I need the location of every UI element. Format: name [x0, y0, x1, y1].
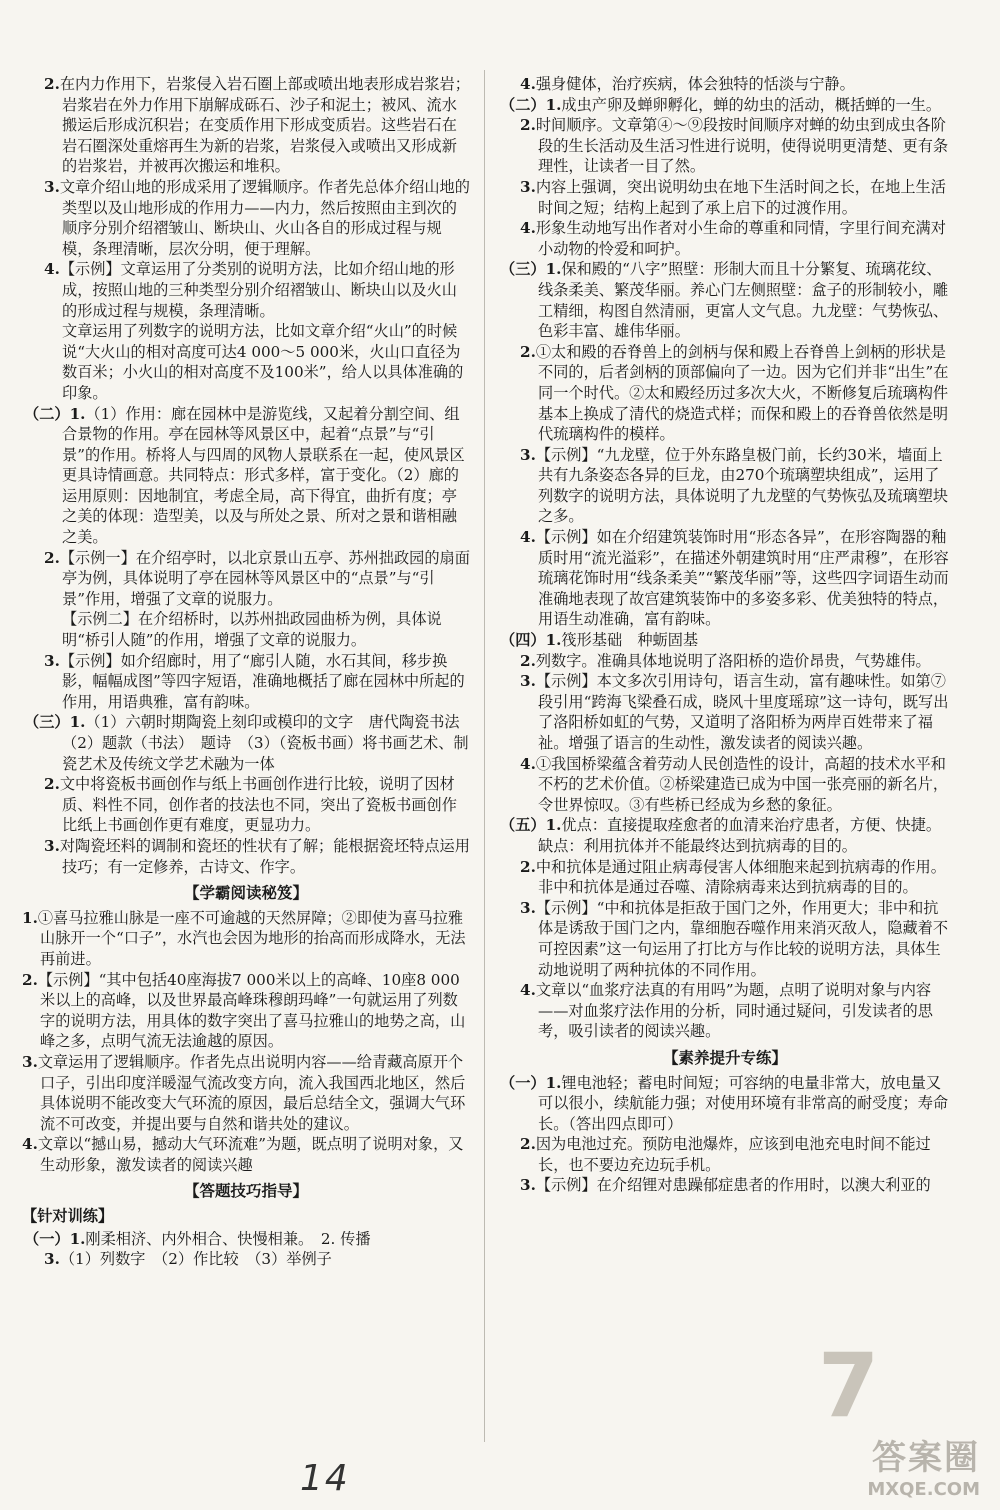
answer-text: 文章以“撼山易，撼动大气环流难”为题，既点明了说明对象，又生动形象，激发读者的阅读兴趣	[37, 1135, 464, 1174]
answer-item	[22, 1229, 470, 1250]
answer-text: 文章以“血浆疗法真的有用吗”为题，点明了说明对象与内容——对血浆疗法作用的分析，同时通过疑问，引发读者的思考，吸引读者的阅读兴趣。	[535, 981, 933, 1041]
watermark-logo: 答案圈	[872, 1438, 980, 1478]
answer-number: 3.	[520, 672, 536, 691]
answer-number: 3.	[520, 177, 536, 196]
answer-text: 内容上强调，突出说明幼虫在地下生活时间之长，在地上生活时间之短；结构上起到了承上启下的过渡作用。	[535, 177, 946, 217]
answer-number: 3.	[22, 1052, 38, 1071]
answer-item	[22, 836, 470, 877]
answer-text: 文章介绍山地的形成采用了逻辑顺序。作者先总体介绍山地的类型以及山地形成的作用力——内力，然后按照由主到次的顺序分别介绍褶皱山、断块山、火山各自的形成过程与规模，条理清晰，层次分明，便于理解。	[59, 177, 470, 258]
answer-text: 刚柔相济、内外相合、快慢相兼。 2. 传播	[85, 1229, 371, 1248]
column-divider	[484, 70, 485, 1442]
answer-item	[500, 95, 950, 116]
watermark	[867, 1430, 980, 1500]
answer-item	[500, 651, 950, 672]
answer-item	[500, 527, 950, 630]
answer-text: （1）列数字 （2）作比较 （3）举例子	[59, 1250, 332, 1269]
answer-number: 2.	[520, 857, 536, 876]
answer-number: 3.	[520, 1176, 536, 1195]
answer-item	[22, 404, 470, 548]
answer-text: ①我国桥梁蕴含着劳动人民创造性的设计，高超的技术水平和不朽的艺术价值。②桥梁建造已成为中国一张亮丽的新名片，令世界惊叹。③有些桥已经成为乡愁的象征。	[535, 754, 949, 814]
answer-number: 2.	[520, 1135, 536, 1154]
answer-item	[500, 218, 950, 259]
answer-text: ①太和殿的吞脊兽上的剑柄与保和殿上吞脊兽上剑柄的形状是不同的，后者剑柄的顶部偏向了一边。因为它们并非“出生”在同一个时代。②太和殿经历过多次大火，不断修复后琉璃构件基本上换成了清代的烧造式样；而保和殿上的吞脊兽依然是明代琉璃构件的模样。	[535, 342, 949, 444]
answer-item	[500, 259, 950, 341]
answer-text: 列数字。准确具体地说明了洛阳桥的造价昂贵，气势雄伟。	[535, 651, 931, 670]
answer-item	[500, 115, 950, 177]
answer-item	[22, 74, 470, 177]
answer-item	[500, 898, 950, 980]
corner-stamp: 7	[818, 1334, 880, 1437]
answer-item	[500, 1134, 950, 1175]
answer-text: 【示例一】在介绍亭时，以北京景山五亭、苏州拙政园的扇面亭为例，具体说明了亭在园林等风景区中的“点景”与“引景”作用，增强了文章的说服力。	[59, 548, 470, 608]
answer-number: 4.	[520, 981, 536, 1000]
answer-item	[22, 548, 470, 610]
page-number: 14	[300, 1458, 350, 1499]
answer-number: 3.	[44, 1250, 60, 1269]
answer-item	[22, 651, 470, 713]
answer-text: 保和殿的“八字”照壁：形制大而且十分繁复、琉璃花纹、线条柔美、繁茂华丽。养心门左侧照壁：盒子的形制较小，雕工精细，构图自然清丽，更富人文气息。九龙壁：气势恢弘、色彩丰富、雄伟华丽。	[538, 260, 949, 341]
answer-item	[500, 177, 950, 218]
answer-number: （四）1.	[500, 631, 562, 650]
answer-item	[22, 1052, 470, 1134]
answer-text: 文中将瓷板书画创作与纸上书画创作进行比较，说明了因材质、料性不同，创作者的技法也不同，突出了瓷板书画创作比纸上书画创作更有难度，更显功力。	[59, 775, 457, 835]
answer-text: 【示例】“其中包括40座海拔7 000米以上的高峰、10座8 000米以上的高峰，以及世界最高峰珠穆朗玛峰”一句就运用了列数字的说明方法，用具体的数字突出了喜马拉雅山的地势之高，山峰之多，点明气流无法逾越的原因。	[37, 970, 466, 1051]
answer-item	[22, 712, 475, 774]
answer-text: 中和抗体是通过阻止病毒侵害人体细胞来起到抗病毒的作用。非中和抗体是通过吞噬、清除病毒来达到抗病毒的目的。	[535, 857, 946, 897]
answer-number: 3.	[520, 898, 536, 917]
answer-text: 【示例】本文多次引用诗句，语言生动，富有趣味性。如第⑦段引用“跨海飞梁叠石成，晓风十里度瑶琼”这一诗句，既写出了洛阳桥如虹的气势，又道明了洛阳桥为两岸百姓带来了福祉。增强了语言的生动性，激发读者的阅读兴趣。	[535, 672, 949, 752]
answer-number: 2.	[44, 548, 60, 567]
answer-item	[22, 908, 470, 970]
answer-item	[22, 177, 470, 259]
answer-text: 对陶瓷坯料的调制和瓷坯的性状有了解；能根据瓷坯特点运用技巧；有一定修养，古诗文、作字。	[59, 836, 470, 876]
answer-number: （三）1.	[24, 713, 86, 732]
answer-number: （一）1.	[500, 1073, 562, 1092]
answer-item	[500, 857, 950, 898]
answer-item	[22, 1134, 470, 1175]
answer-text: 【示例】文章运用了分类别的说明方法，比如介绍山地的形成，按照山地的三种类型分别介绍褶皱山、断块山以及火山的形成过程与规模，条理清晰。	[59, 260, 457, 320]
section-heading: 【素养提升专练】	[662, 1047, 787, 1067]
section-heading: 【答题技巧指导】	[183, 1181, 308, 1201]
answer-item	[22, 1249, 470, 1270]
answer-text: 锂电池轻；蓄电时间短；可容纳的电量非常大，放电量又可以很小，续航能力强；对使用环境有非常高的耐受度；寿命长。（答出四点即可）	[538, 1073, 949, 1133]
answer-number: 2.	[520, 651, 536, 670]
subsection-heading: 【针对训练】	[22, 1207, 114, 1226]
answer-item	[22, 970, 470, 1052]
answer-item	[500, 630, 950, 651]
answer-text: 时间顺序。文章第④～⑨段按时间顺序对蝉的幼虫到成虫各阶段的生长活动及生活习性进行说明，使得说明更清楚、更有条理性，让读者一目了然。	[535, 116, 949, 176]
answer-text: ①喜马拉雅山脉是一座不可逾越的天然屏障；②即使为喜马拉雅山脉开一个“口子”，水汽也会因为地形的抬高而形成降水，无法再前进。	[37, 908, 466, 968]
column-left	[22, 74, 475, 1270]
answer-number: 3.	[44, 836, 60, 855]
answer-item	[22, 259, 470, 321]
answer-number: 1.	[22, 908, 38, 927]
answer-paragraph: 文章运用了列数字的说明方法，比如文章介绍“火山”的时候说“大火山的相对高度可达4 000～5 000米，火山口直径为数百米；小火山的相对高度不及100米”，给人以具体准确的印象。	[62, 322, 464, 402]
answer-text: 文章运用了逻辑顺序。作者先点出说明内容——给青藏高原开个口子，引出印度洋暖湿气流改变方向，流入我国西北地区，然后具体说明不能改变大气环流的原因，最后总结全文，强调大气环流不可改变，并提出要与自然和谐共处的建议。	[37, 1052, 466, 1133]
answer-number: （二）1.	[24, 404, 86, 423]
answer-item	[500, 74, 950, 95]
answer-item	[22, 774, 470, 836]
answer-number: 4.	[22, 1135, 38, 1154]
answer-text: 因为电池过充。预防电池爆炸，应该到电池充电时间不能过长，也不要边充边玩手机。	[535, 1135, 931, 1174]
answer-number: （二）1.	[500, 95, 562, 114]
answer-text: 形象生动地写出作者对小生命的尊重和同情，字里行间充满对小动物的怜爱和呵护。	[535, 219, 946, 258]
answer-text: 【示例】如介绍廊时，用了“廊引人随，水石其间，移步换影，幅幅成图”等四字短语，准确地概括了廊在园林中所起的作用，用语典雅，富有韵味。	[59, 651, 465, 711]
answer-item	[500, 342, 950, 445]
answer-text: 【示例】在介绍锂对患躁郁症患者的作用时，以澳大利亚的	[535, 1176, 931, 1195]
answer-number: 4.	[520, 528, 536, 547]
answer-number: （一）1.	[24, 1229, 86, 1248]
answer-text: 优点：直接提取痊愈者的血清来治疗患者，方便、快捷。缺点：利用抗体并不能最终达到抗病毒的目的。	[538, 816, 942, 855]
column-right	[500, 74, 950, 1196]
section-heading: 【学霸阅读秘笈】	[183, 883, 308, 903]
answer-number: 2.	[44, 75, 60, 93]
answer-number: 3.	[44, 177, 60, 196]
answer-item	[500, 1175, 950, 1196]
answer-text: （1）六朝时期陶瓷上刻印或模印的文字 唐代陶瓷书法 （2）题款（书法） 题诗 （3）（瓷板书画）将书画艺术、制瓷艺术及传统文学艺术融为一体	[62, 713, 475, 773]
answer-number: 3.	[520, 445, 536, 464]
answer-number: 3.	[44, 651, 60, 670]
answer-number: 4.	[520, 754, 536, 773]
answer-text: 强身健体，治疗疾病，体会独特的恬淡与宁静。	[535, 75, 855, 93]
answer-number: 2.	[520, 116, 536, 135]
answer-text: 筏形基础 种蛎固基	[561, 631, 699, 650]
answer-item	[500, 671, 950, 753]
answer-number: 2.	[22, 970, 38, 989]
watermark-url: MXQE.COM	[867, 1479, 980, 1500]
answer-number: 2.	[44, 775, 60, 794]
answer-item	[500, 980, 950, 1042]
answer-text: 在内力作用下，岩浆侵入岩石圈上部或喷出地表形成岩浆岩；岩浆岩在外力作用下崩解成砾石、沙子和泥土；被风、流水搬运后形成沉积岩；在变质作用下形成变质岩。这些岩石在岩石圈深处重熔再生为新的岩浆，岩浆侵入或喷出又形成新的岩浆岩，并被再次搬运和堆积。	[59, 75, 470, 176]
answer-number: （三）1.	[500, 260, 562, 279]
answer-number: 2.	[520, 342, 536, 361]
answer-number: 4.	[520, 75, 536, 93]
answer-text: 成虫产卵及蝉卵孵化，蝉的幼虫的活动，概括蝉的一生。	[561, 95, 942, 114]
answer-number: （五）1.	[500, 816, 562, 835]
answer-text: （1）作用：廊在园林中是游览线，又起着分割空间、组合景物的作用。亭在园林等风景区中，起着“点景”与“引景”的作用。桥将人与四周的风物人景联系在一起，使风景区更具诗情画意。共同特点：形式多样，富于变化。（2）廊的运用原则：因地制宜，考虑全局，高下得宜，曲折有度；亭之美的体现：造型美，以及与所处之景、所对之景和谐相融之美。	[62, 404, 465, 547]
answer-paragraph: 【示例二】在介绍桥时，以苏州拙政园曲桥为例，具体说明“桥引人随”的作用，增强了文章的说服力。	[62, 610, 442, 650]
answer-item	[500, 754, 950, 816]
answer-item	[500, 445, 950, 527]
answer-text: 【示例】如在介绍建筑装饰时用“形态各异”，在形容陶器的釉质时用“流光溢彩”，在描述外朝建筑时用“庄严肃穆”，在形容琉璃花饰时用“线条柔美”“繁茂华丽”等，这些四字词语生动而准确地表现了故宫建筑装饰中的多姿多彩、优美独特的特点，用语生动准确，富有韵味。	[535, 528, 949, 629]
answer-number: 4.	[44, 260, 60, 279]
answer-text: 【示例】“九龙壁，位于外东路皇极门前，长约30米，墙面上共有九条姿态各异的巨龙，由270个琉璃塑块组成”，运用了列数字的说明方法，具体说明了九龙壁的气势恢弘及琉璃塑块之多。	[535, 445, 949, 526]
answer-text: 【示例】“中和抗体是拒敌于国门之外，作用更大；非中和抗体是诱敌于国门之内，靠细胞吞噬作用来消灭敌人，隐藏着不可控因素”这一句运用了打比方与作比较的说明方法，具体生动地说明了两种抗体的不同作用。	[535, 898, 949, 979]
answer-item	[500, 1073, 950, 1135]
answer-item	[500, 815, 950, 856]
answer-number: 4.	[520, 219, 536, 238]
